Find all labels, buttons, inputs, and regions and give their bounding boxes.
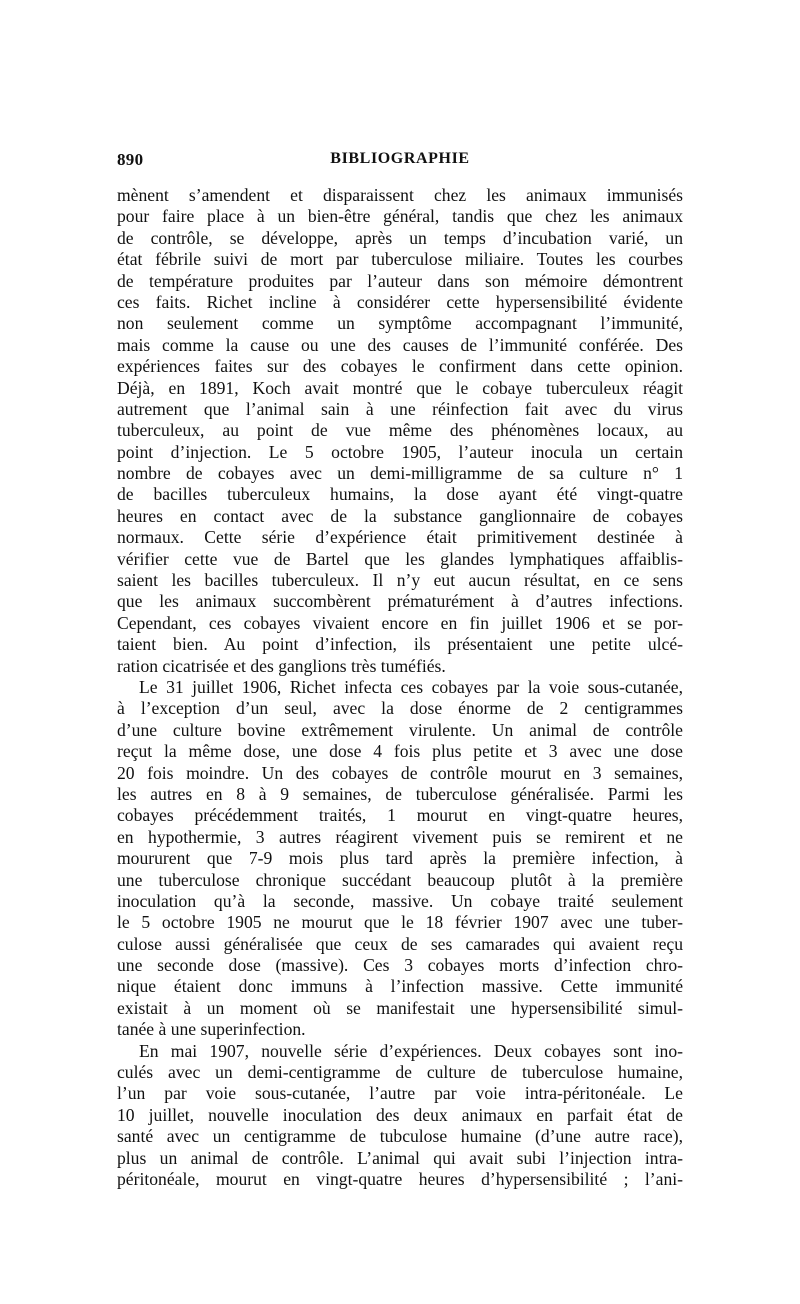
text-line: mènent s’amendent et disparaissent chez les animaux immunisés xyxy=(117,185,683,205)
text-line: inoculation qu’à la seconde, massive. Un cobaye traité seulement xyxy=(117,890,683,911)
text-line: tuberculeux, au point de vue même des phénomènes locaux, au xyxy=(117,420,683,441)
text-line: de contrôle, se développe, après un temps d’incubation varié, un xyxy=(117,227,683,248)
text-line: les autres en 8 à 9 semaines, de tuberculose généralisée. Parmi les xyxy=(117,783,683,804)
text-line: péritonéale, mourut en vingt-quatre heures d’hypersensibilité ; l’ani- xyxy=(117,1168,683,1189)
text-line: heures en contact avec de la substance ganglionnaire de cobayes xyxy=(117,505,683,526)
text-line: d’une culture bovine extrêmement virulente. Un animal de contrôle xyxy=(117,719,683,740)
text-line: une tuberculose chronique succédant beaucoup plutôt à la première xyxy=(117,869,683,890)
text-line: moururent que 7-9 mois plus tard après la première infection, à xyxy=(117,848,683,869)
running-title: BIBLIOGRAPHIE xyxy=(330,150,470,167)
text-line: culose aussi généralisée que ceux de ses camarades qui avaient reçu xyxy=(117,933,683,954)
text-line: en hypothermie, 3 autres réagirent vivement puis se remirent et ne xyxy=(117,826,683,847)
text-line: une seconde dose (massive). Ces 3 cobayes morts d’infection chro- xyxy=(117,955,683,976)
text-line: de bacilles tuberculeux humains, la dose ayant été vingt-quatre xyxy=(117,484,683,505)
text-line: saient les bacilles tuberculeux. Il n’y eut aucun résultat, en ce sens xyxy=(117,570,683,591)
running-head xyxy=(117,150,683,174)
text-line: cobayes précédemment traités, 1 mourut en vingt-quatre heures, xyxy=(117,805,683,826)
text-line: point d’injection. Le 5 octobre 1905, l’auteur inocula un certain xyxy=(117,441,683,462)
text-line: pour faire place à un bien-être général, tandis que chez les animaux xyxy=(117,206,683,227)
text-line: nique étaient donc immuns à l’infection massive. Cette immunité xyxy=(117,976,683,997)
text-line: à l’exception d’un seul, avec la dose énorme de 2 centigrammes xyxy=(117,698,683,719)
text-line: autrement que l’animal sain à une réinfection fait avec du virus xyxy=(117,398,683,419)
body-text xyxy=(117,185,683,1190)
text-line: l’un par voie sous-cutanée, l’autre par voie intra-péritonéale. Le xyxy=(117,1083,683,1104)
text-line: 10 juillet, nouvelle inoculation des deux animaux en parfait état de xyxy=(117,1104,683,1125)
text-line: que les animaux succombèrent prématurément à d’autres infections. xyxy=(117,591,683,612)
paragraph-start-line: En mai 1907, nouvelle série d’expériences. Deux cobayes sont ino- xyxy=(139,1040,683,1061)
text-line: le 5 octobre 1905 ne mourut que le 18 février 1907 avec une tuber- xyxy=(117,912,683,933)
text-line: Déjà, en 1891, Koch avait montré que le cobaye tuberculeux réagit xyxy=(117,377,683,398)
text-line: culés avec un demi-centigramme de culture de tuberculose humaine, xyxy=(117,1062,683,1083)
text-line: reçut la même dose, une dose 4 fois plus petite et 3 avec une dose xyxy=(117,741,683,762)
text-line: de température produites par l’auteur dans son mémoire démontrent xyxy=(117,270,683,291)
text-line: plus un animal de contrôle. L’animal qui avait subi l’injection intra- xyxy=(117,1147,683,1168)
text-line: état fébrile suivi de mort par tuberculose miliaire. Toutes les courbes xyxy=(117,249,683,270)
text-line: nombre de cobayes avec un demi-milligramme de sa culture n° 1 xyxy=(117,463,683,484)
text-line: mais comme la cause ou une des causes de l’immunité conférée. Des xyxy=(117,334,683,355)
text-line: santé avec un centigramme de tubculose humaine (d’une autre race), xyxy=(117,1126,683,1147)
paragraph-end-line: ration cicatrisée et des ganglions très tuméfiés. xyxy=(117,655,446,676)
text-line: existait à un moment où se manifestait une hypersensibilité simul- xyxy=(117,997,683,1018)
paragraph-end-line: tanée à une superinfection. xyxy=(117,1019,306,1040)
page-number: 890 xyxy=(117,150,144,169)
text-line: normaux. Cette série d’expérience était primitivement destinée à xyxy=(117,527,683,548)
text-line: vérifier cette vue de Bartel que les glandes lymphatiques affaiblis- xyxy=(117,548,683,569)
text-line: 20 fois moindre. Un des cobayes de contrôle mourut en 3 semaines, xyxy=(117,762,683,783)
text-line: ces faits. Richet incline à considérer cette hypersensibilité évidente xyxy=(117,291,683,312)
text-line: taient bien. Au point d’infection, ils présentaient une petite ulcé- xyxy=(117,634,683,655)
text-line: non seulement comme un symptôme accompagnant l’immunité, xyxy=(117,313,683,334)
text-line: expériences faites sur des cobayes le confirment dans cette opinion. xyxy=(117,356,683,377)
paragraph-start-line: Le 31 juillet 1906, Richet infecta ces cobayes par la voie sous-cutanée, xyxy=(139,676,683,697)
text-line: Cependant, ces cobayes vivaient encore en fin juillet 1906 et se por- xyxy=(117,612,683,633)
